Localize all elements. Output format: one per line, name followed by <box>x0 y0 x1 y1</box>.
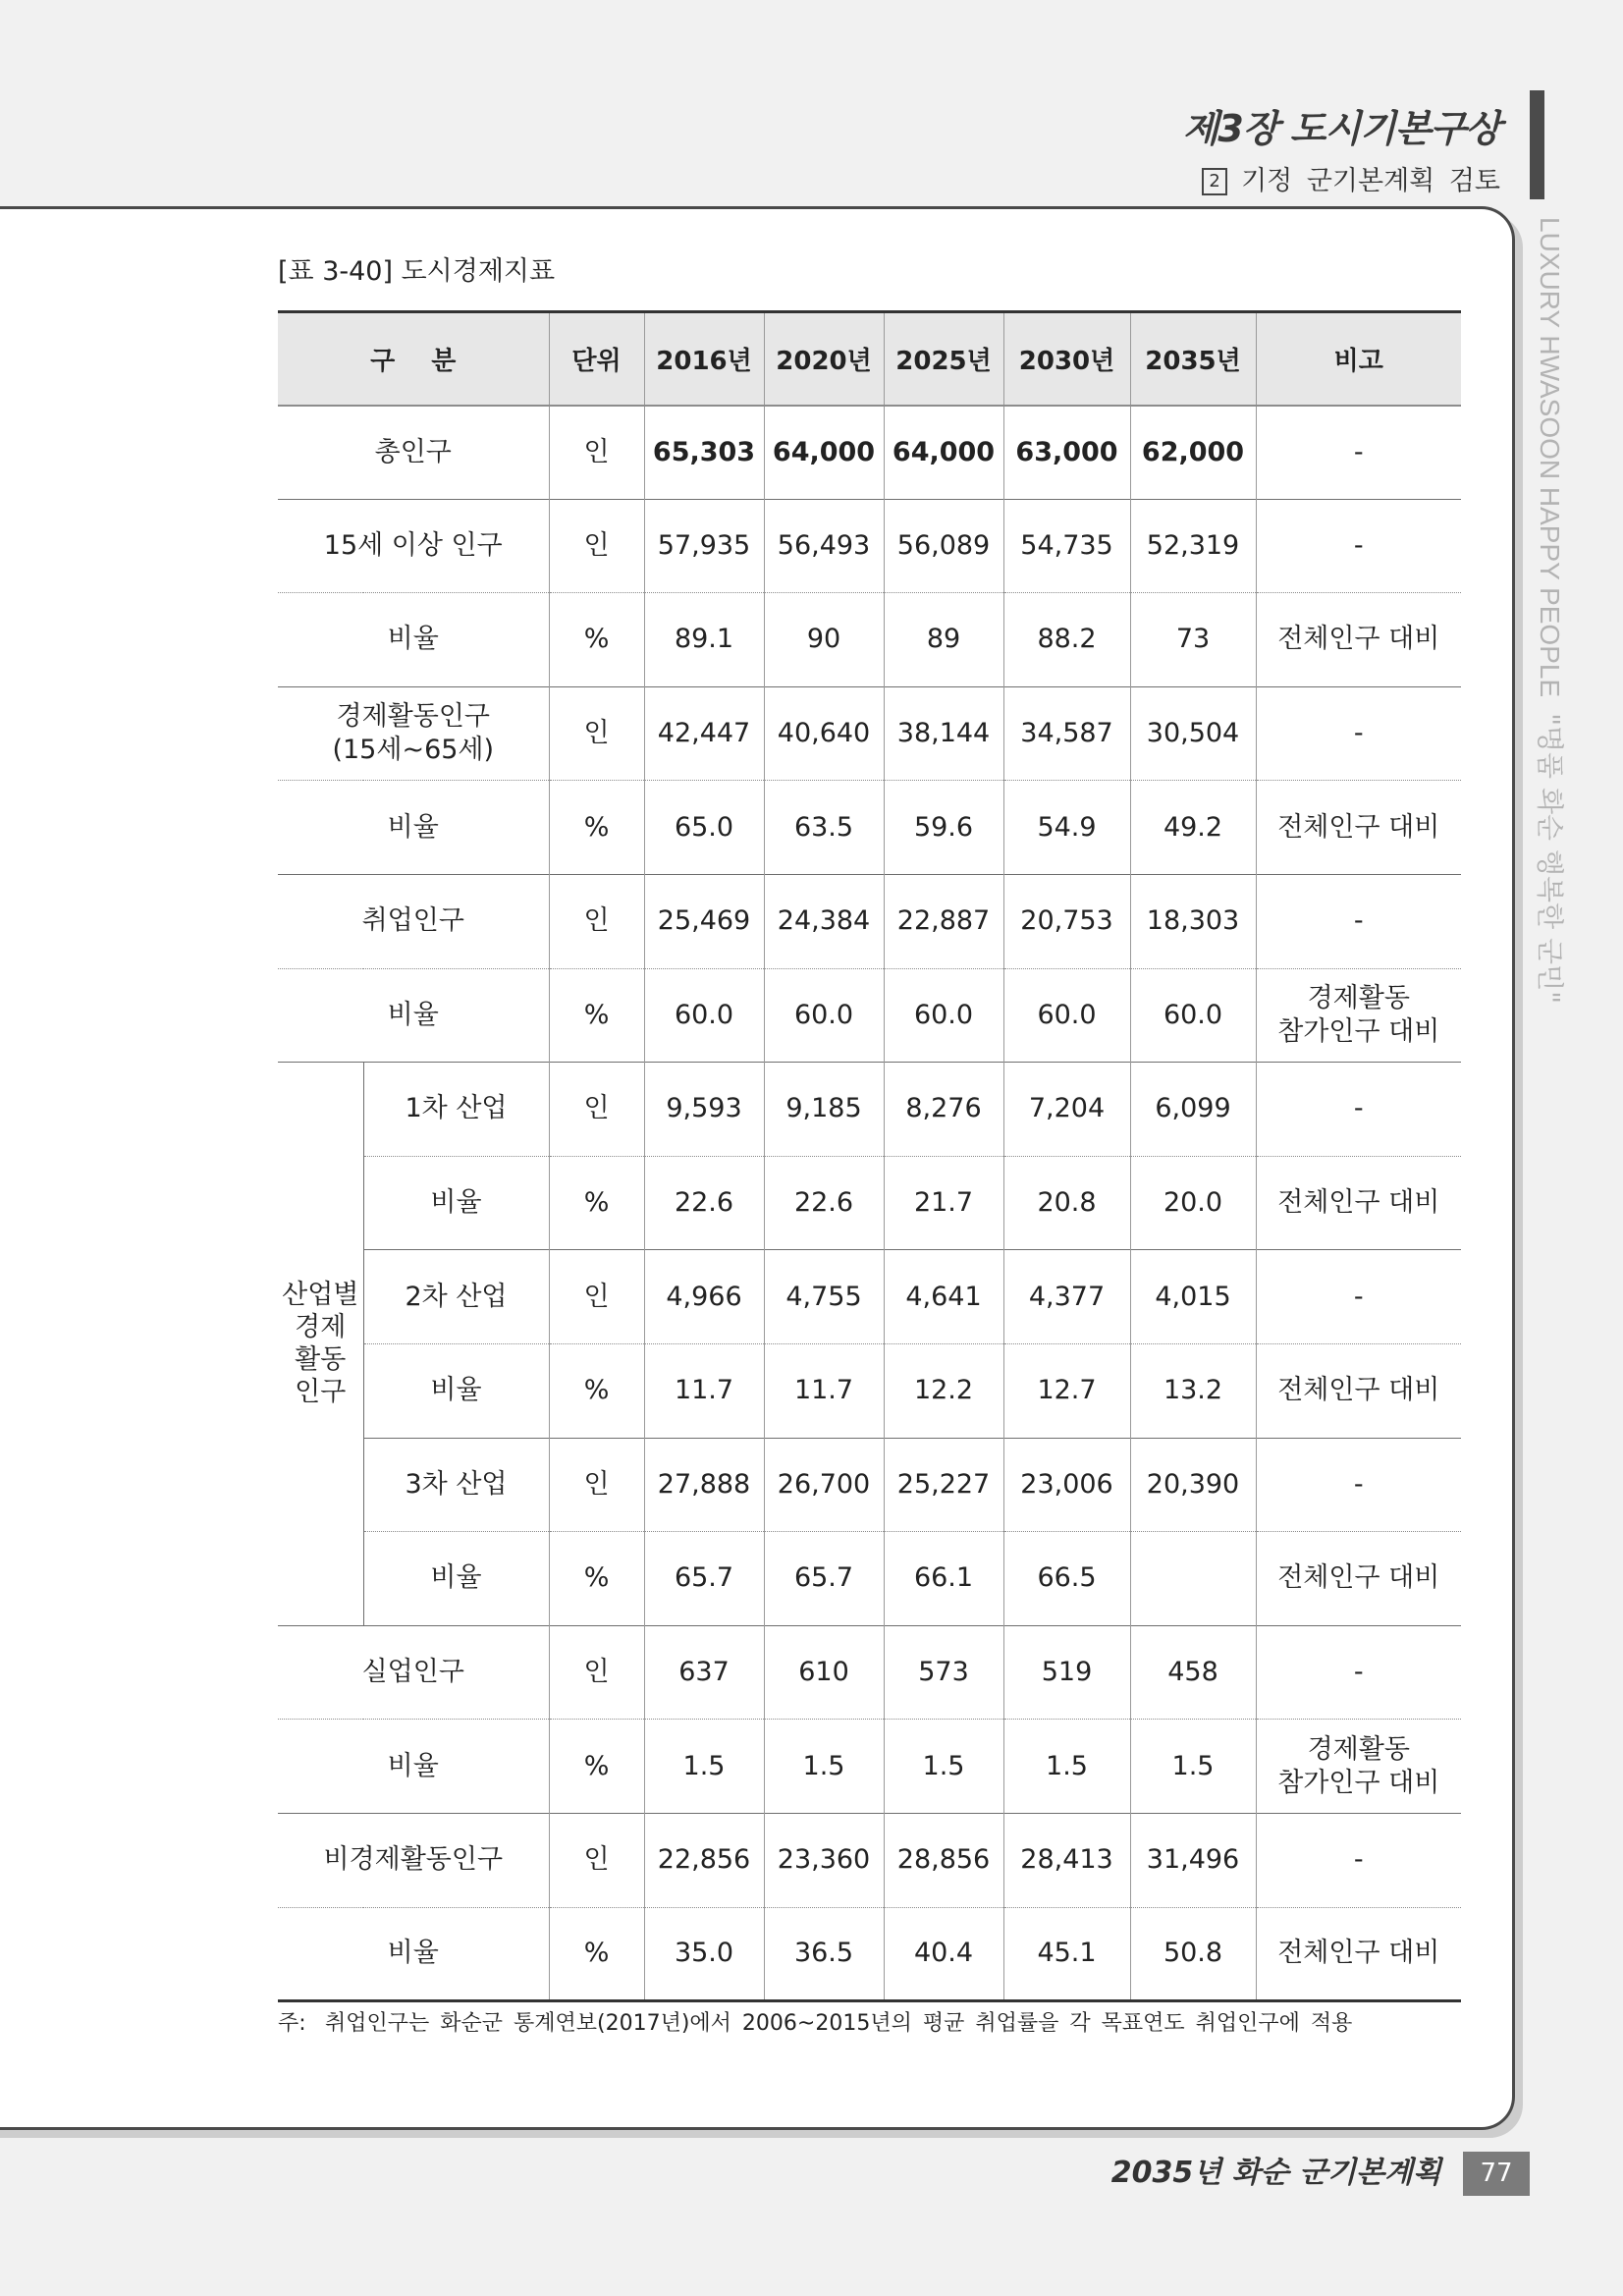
unit-cell: % <box>549 1907 644 2001</box>
unit-cell: 인 <box>549 686 644 781</box>
value-cell: 35.0 <box>644 1907 764 2001</box>
value-cell: 23,360 <box>764 1813 884 1907</box>
value-cell: 22,856 <box>644 1813 764 1907</box>
row-label-cell <box>363 1438 549 1532</box>
value-cell: 6,099 <box>1130 1063 1256 1157</box>
value-cell: 1.5 <box>644 1720 764 1814</box>
table-row <box>278 499 1461 593</box>
table-row <box>278 1063 1461 1157</box>
value-cell: 11.7 <box>644 1343 764 1438</box>
footer-title: 2035년 화순 군기본계획 <box>1110 2156 1441 2190</box>
value-cell: 9,593 <box>644 1063 764 1157</box>
row-label-cell <box>278 1720 549 1814</box>
value-cell: 12.2 <box>884 1343 1003 1438</box>
table-row <box>278 1907 1461 2001</box>
column-header-year: 2035년 <box>1130 312 1256 406</box>
table-row <box>278 593 1461 687</box>
value-cell: 1.5 <box>1003 1720 1130 1814</box>
page-number: 77 <box>1463 2152 1530 2196</box>
value-cell <box>1130 1532 1256 1626</box>
row-label: 비율 <box>387 1938 439 1969</box>
table-row <box>278 686 1461 781</box>
value-cell: 56,089 <box>884 499 1003 593</box>
table-row <box>278 1250 1461 1344</box>
table-body <box>278 406 1461 2001</box>
note-cell: - <box>1256 1063 1461 1157</box>
table-row <box>278 1156 1461 1250</box>
note-cell: 경제활동 참가인구 대비 <box>1256 1720 1461 1814</box>
row-label: 비율 <box>430 1187 482 1219</box>
value-cell: 1.5 <box>884 1720 1003 1814</box>
table-footnote <box>278 2009 1352 2039</box>
section-title: 기정 군기본계획 검토 <box>1241 166 1500 196</box>
row-label-cell <box>363 1532 549 1626</box>
unit-cell: % <box>549 1343 644 1438</box>
value-cell: 1.5 <box>1130 1720 1256 1814</box>
value-cell: 4,966 <box>644 1250 764 1344</box>
value-cell: 8,276 <box>884 1063 1003 1157</box>
table-row <box>278 781 1461 875</box>
value-cell: 18,303 <box>1130 874 1256 968</box>
row-label-cell <box>363 1156 549 1250</box>
value-cell: 1.5 <box>764 1720 884 1814</box>
column-header-note: 비고 <box>1256 312 1461 406</box>
row-label-cell <box>278 686 549 781</box>
section-number-box: 2 <box>1202 168 1227 195</box>
table-row <box>278 406 1461 500</box>
value-cell: 20.0 <box>1130 1156 1256 1250</box>
row-label-cell <box>363 1063 549 1157</box>
value-cell: 13.2 <box>1130 1343 1256 1438</box>
value-cell: 60.0 <box>1130 968 1256 1063</box>
value-cell: 64,000 <box>764 406 884 500</box>
row-label: 비경제활동인구 <box>323 1844 504 1876</box>
value-cell: 519 <box>1003 1625 1130 1720</box>
note-cell: - <box>1256 406 1461 500</box>
table-row <box>278 1625 1461 1720</box>
value-cell: 4,755 <box>764 1250 884 1344</box>
value-cell: 573 <box>884 1625 1003 1720</box>
value-cell: 9,185 <box>764 1063 884 1157</box>
value-cell: 65,303 <box>644 406 764 500</box>
group-label-line: 인구 <box>295 1377 347 1408</box>
value-cell: 20,753 <box>1003 874 1130 968</box>
note-cell: 전체인구 대비 <box>1256 1907 1461 2001</box>
note-cell: - <box>1256 1625 1461 1720</box>
unit-cell: % <box>549 1532 644 1626</box>
value-cell: 637 <box>644 1625 764 1720</box>
column-header-year: 2016년 <box>644 312 764 406</box>
note-cell: 전체인구 대비 <box>1256 781 1461 875</box>
section-heading <box>1202 165 1500 198</box>
value-cell: 52,319 <box>1130 499 1256 593</box>
value-cell: 4,377 <box>1003 1250 1130 1344</box>
value-cell: 12.7 <box>1003 1343 1130 1438</box>
unit-cell: 인 <box>549 406 644 500</box>
value-cell: 11.7 <box>764 1343 884 1438</box>
value-cell: 62,000 <box>1130 406 1256 500</box>
value-cell: 20,390 <box>1130 1438 1256 1532</box>
note-cell: - <box>1256 1438 1461 1532</box>
value-cell: 22,887 <box>884 874 1003 968</box>
row-label: 취업인구 <box>361 905 464 937</box>
value-cell: 40,640 <box>764 686 884 781</box>
value-cell: 24,384 <box>764 874 884 968</box>
unit-cell: 인 <box>549 1250 644 1344</box>
value-cell: 57,935 <box>644 499 764 593</box>
row-label: 비율 <box>387 999 439 1030</box>
row-label: 2차 산업 <box>405 1281 508 1312</box>
value-cell: 26,700 <box>764 1438 884 1532</box>
row-label: 15세 이상 인구 <box>323 529 503 561</box>
value-cell: 54,735 <box>1003 499 1130 593</box>
footnote-text: 취업인구는 화순군 통계연보(2017년)에서 2006~2015년의 평균 취업률을 각 목표연도 취업인구에 적용 <box>325 2011 1353 2036</box>
side-slogan <box>1535 217 1564 1004</box>
note-cell: 경제활동 참가인구 대비 <box>1256 968 1461 1063</box>
value-cell: 49.2 <box>1130 781 1256 875</box>
value-cell: 88.2 <box>1003 593 1130 687</box>
note-cell: - <box>1256 499 1461 593</box>
unit-cell: % <box>549 593 644 687</box>
table-caption: [표 3-40] 도시경제지표 <box>278 256 556 287</box>
value-cell: 22.6 <box>764 1156 884 1250</box>
group-label-line: 산업별 <box>282 1280 359 1311</box>
note-cell: - <box>1256 686 1461 781</box>
value-cell: 23,006 <box>1003 1438 1130 1532</box>
row-label-cell <box>278 1813 549 1907</box>
row-label-cell <box>278 1907 549 2001</box>
row-label-cell <box>363 1250 549 1344</box>
value-cell: 30,504 <box>1130 686 1256 781</box>
value-cell: 20.8 <box>1003 1156 1130 1250</box>
table-row <box>278 874 1461 968</box>
row-label: 비율 <box>430 1375 482 1406</box>
chapter-marker-bar <box>1530 90 1544 199</box>
slogan-english: LUXURY HWASOON HAPPY PEOPLE <box>1535 217 1565 698</box>
note-cell: 전체인구 대비 <box>1256 1532 1461 1626</box>
value-cell: 21.7 <box>884 1156 1003 1250</box>
value-cell: 25,469 <box>644 874 764 968</box>
value-cell: 89.1 <box>644 593 764 687</box>
unit-cell: 인 <box>549 1063 644 1157</box>
value-cell: 65.0 <box>644 781 764 875</box>
row-label-cell <box>278 781 549 875</box>
row-label: 비율 <box>387 1750 439 1781</box>
value-cell: 34,587 <box>1003 686 1130 781</box>
unit-cell: 인 <box>549 1438 644 1532</box>
unit-cell: % <box>549 1720 644 1814</box>
value-cell: 31,496 <box>1130 1813 1256 1907</box>
row-label: 비율 <box>387 811 439 843</box>
value-cell: 27,888 <box>644 1438 764 1532</box>
row-label-cell <box>278 406 549 500</box>
value-cell: 28,413 <box>1003 1813 1130 1907</box>
row-label-cell <box>363 1343 549 1438</box>
value-cell: 25,227 <box>884 1438 1003 1532</box>
value-cell: 36.5 <box>764 1907 884 2001</box>
row-label: 1차 산업 <box>405 1093 508 1124</box>
table-row <box>278 968 1461 1063</box>
note-cell: - <box>1256 1813 1461 1907</box>
value-cell: 54.9 <box>1003 781 1130 875</box>
row-label: 경제활동인구 <box>336 701 490 733</box>
chapter-title: 제3장 도시기본구상 <box>1182 107 1500 150</box>
value-cell: 63,000 <box>1003 406 1130 500</box>
unit-cell: % <box>549 968 644 1063</box>
row-label: 3차 산업 <box>405 1468 508 1500</box>
value-cell: 38,144 <box>884 686 1003 781</box>
column-header-year: 2020년 <box>764 312 884 406</box>
row-label: 비율 <box>430 1562 482 1594</box>
row-label: 실업인구 <box>361 1657 464 1688</box>
value-cell: 45.1 <box>1003 1907 1130 2001</box>
value-cell: 42,447 <box>644 686 764 781</box>
value-cell: 4,641 <box>884 1250 1003 1344</box>
unit-cell: 인 <box>549 1813 644 1907</box>
table-row <box>278 1438 1461 1532</box>
group-label-cell <box>278 1063 363 1626</box>
value-cell: 60.0 <box>884 968 1003 1063</box>
group-label-line: 활동 <box>295 1344 347 1376</box>
value-cell: 89 <box>884 593 1003 687</box>
value-cell: 64,000 <box>884 406 1003 500</box>
value-cell: 56,493 <box>764 499 884 593</box>
value-cell: 458 <box>1130 1625 1256 1720</box>
table-row <box>278 1813 1461 1907</box>
column-header-category: 구 분 <box>278 312 549 406</box>
column-header-year: 2025년 <box>884 312 1003 406</box>
note-cell: 전체인구 대비 <box>1256 1156 1461 1250</box>
row-label: 비율 <box>387 624 439 655</box>
row-label-cell <box>278 874 549 968</box>
unit-cell: % <box>549 781 644 875</box>
unit-cell: % <box>549 1156 644 1250</box>
column-header-year: 2030년 <box>1003 312 1130 406</box>
note-cell: 전체인구 대비 <box>1256 1343 1461 1438</box>
note-cell: 전체인구 대비 <box>1256 593 1461 687</box>
value-cell: 4,015 <box>1130 1250 1256 1344</box>
row-label-cell <box>278 968 549 1063</box>
value-cell: 60.0 <box>644 968 764 1063</box>
row-sublabel: (15세~65세) <box>332 735 495 766</box>
value-cell: 63.5 <box>764 781 884 875</box>
value-cell: 65.7 <box>644 1532 764 1626</box>
value-cell: 610 <box>764 1625 884 1720</box>
value-cell: 59.6 <box>884 781 1003 875</box>
unit-cell: 인 <box>549 1625 644 1720</box>
note-cell: - <box>1256 874 1461 968</box>
value-cell: 65.7 <box>764 1532 884 1626</box>
table-row <box>278 1532 1461 1626</box>
value-cell: 50.8 <box>1130 1907 1256 2001</box>
value-cell: 73 <box>1130 593 1256 687</box>
value-cell: 40.4 <box>884 1907 1003 2001</box>
value-cell: 90 <box>764 593 884 687</box>
value-cell: 66.5 <box>1003 1532 1130 1626</box>
note-cell: - <box>1256 1250 1461 1344</box>
table-row <box>278 1720 1461 1814</box>
footnote-label: 주: <box>278 2011 306 2036</box>
header-row <box>278 312 1461 406</box>
value-cell: 28,856 <box>884 1813 1003 1907</box>
economic-indicators-table <box>278 310 1461 2002</box>
unit-cell: 인 <box>549 499 644 593</box>
value-cell: 66.1 <box>884 1532 1003 1626</box>
column-header-unit: 단위 <box>549 312 644 406</box>
row-label-cell <box>278 499 549 593</box>
row-label: 총인구 <box>374 436 452 467</box>
unit-cell: 인 <box>549 874 644 968</box>
value-cell: 60.0 <box>764 968 884 1063</box>
value-cell: 7,204 <box>1003 1063 1130 1157</box>
row-label-cell <box>278 1625 549 1720</box>
row-label-cell <box>278 593 549 687</box>
slogan-korean: "명품 화순 행복한 군민" <box>1534 713 1566 1005</box>
value-cell: 60.0 <box>1003 968 1130 1063</box>
table-row <box>278 1343 1461 1438</box>
value-cell: 22.6 <box>644 1156 764 1250</box>
group-label-line: 경제 <box>295 1312 347 1343</box>
